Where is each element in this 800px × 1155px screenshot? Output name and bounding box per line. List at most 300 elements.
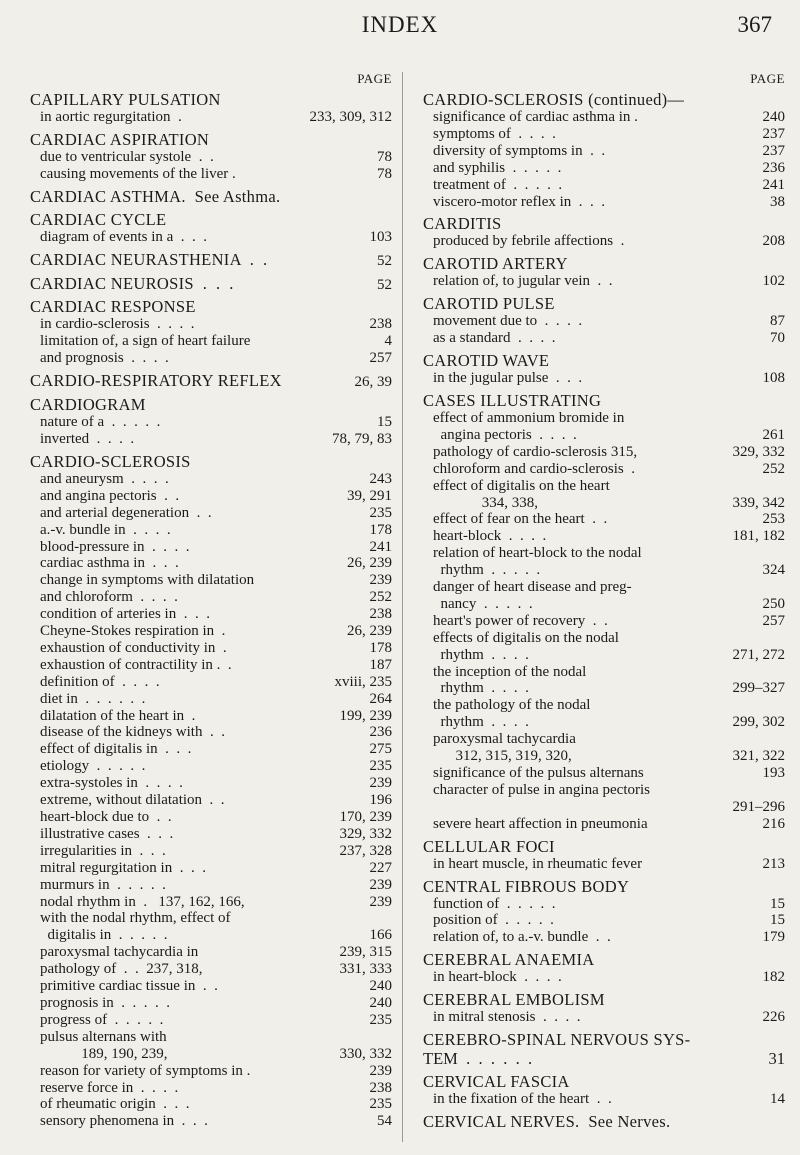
subentry-row [30, 758, 392, 775]
page-reference: 253 [762, 511, 785, 528]
subentry-row [30, 589, 392, 606]
subentry-row [30, 809, 392, 826]
page-reference: 324 [762, 562, 785, 579]
page-reference: 226 [762, 1009, 785, 1026]
page-column-label: PAGE [750, 71, 785, 86]
page-reference: 4 [384, 333, 392, 350]
subentry-row [423, 765, 785, 782]
subentry-text: severe heart affection in pneumonia [433, 815, 648, 832]
subentry-row [30, 539, 392, 556]
entry-heading: CARDIAC ASPIRATION [30, 129, 210, 149]
subentry-text: causing movements of the liver . [40, 165, 236, 182]
subentry-row [30, 1012, 392, 1029]
page-reference: 78, 79, 83 [332, 430, 392, 447]
index-entry [30, 250, 392, 270]
subentry-text: reserve force in . . . . [40, 1079, 179, 1096]
subentry-row [423, 126, 785, 143]
subentry-text: of rheumatic origin . . . [40, 1096, 190, 1113]
subentry-row [30, 657, 392, 674]
subentry-row [423, 664, 785, 681]
page-reference: 15 [377, 414, 392, 431]
page-reference: 70 [770, 330, 785, 347]
page-reference: 208 [762, 233, 785, 250]
subentry-row [30, 910, 392, 927]
subentry-text: nodal rhythm in . 137, 162, 166, [40, 893, 245, 910]
subentry-text: diversity of symptoms in . . [433, 142, 606, 159]
subentry-row [30, 860, 392, 877]
subentry-row [423, 680, 785, 697]
subentry-row [30, 333, 392, 350]
subentry-row [423, 782, 785, 799]
subentry-row [423, 579, 785, 596]
subentry-text: in the fixation of the heart . . [433, 1091, 612, 1108]
index-entry [30, 371, 392, 391]
page-reference: 26, 239 [347, 555, 392, 572]
subentry-text: due to ventricular systole . . [40, 148, 214, 165]
subentry-row [423, 1009, 785, 1026]
subentry-text: TEM . . . . . . [423, 1049, 533, 1069]
index-entry [30, 452, 392, 1130]
subentry-row [30, 606, 392, 623]
subentry-row [30, 623, 392, 640]
page-reference: 178 [369, 521, 392, 538]
entry-heading-row [30, 274, 392, 294]
subentry-row [423, 370, 785, 387]
page-reference: 321, 322 [732, 748, 785, 765]
page-reference: 239 [369, 1062, 392, 1079]
page-reference: 329, 332 [339, 825, 392, 842]
page-reference: 237 [762, 125, 785, 142]
index-entry [423, 1030, 785, 1068]
subentry-row [30, 229, 392, 246]
subentry-text: exhaustion of conductivity in . [40, 639, 227, 656]
page-reference: 182 [762, 969, 785, 986]
subentry-text: illustrative cases . . . [40, 825, 174, 842]
subentry-row [423, 233, 785, 250]
subentry-text: diet in . . . . . . [40, 690, 146, 707]
subentry-row [423, 528, 785, 545]
index-entry [30, 187, 392, 206]
entry-heading: CARDIAC NEURASTHENIA . . [30, 249, 268, 269]
subentry-row [30, 775, 392, 792]
subentry-text: paroxysmal tachycardia [433, 731, 576, 748]
entry-heading: CARDIAC CYCLE [30, 209, 167, 229]
subentry-row [423, 969, 785, 986]
subentry-text: and aneurysm . . . . [40, 470, 169, 487]
subentry-row [30, 1046, 392, 1063]
subentry-text: reason for variety of symptoms in . [40, 1062, 251, 1079]
page-reference: 239 [369, 893, 392, 910]
subentry-row [30, 826, 392, 843]
running-head: INDEX [361, 12, 439, 37]
column-divider [402, 72, 403, 1142]
subentry-row [423, 1091, 785, 1108]
subentry-text: produced by febrile affections . [433, 233, 625, 250]
subentry-row [423, 714, 785, 731]
subentry-text: the pathology of the nodal [433, 697, 591, 714]
index-column-left [30, 72, 392, 1130]
subentry-text: effect of ammonium bromide in [433, 409, 625, 426]
entry-heading: CENTRAL FIBROUS BODY [423, 876, 630, 896]
subentry-text: position of . . . . . [433, 912, 554, 929]
entry-heading: CAROTID ARTERY [423, 254, 568, 274]
subentry-text: and angina pectoris . . [40, 487, 180, 504]
subentry-text: definition of . . . . [40, 673, 160, 690]
subentry-row [423, 697, 785, 714]
page-reference: 239, 315 [339, 944, 392, 961]
subentry-text: 334, 338, [433, 494, 538, 511]
subentry-text: and syphilis . . . . . [433, 159, 562, 176]
subentry-text: rhythm . . . . . [433, 562, 541, 579]
index-entry [423, 351, 785, 387]
page-reference: 257 [369, 350, 392, 367]
index-entry [30, 297, 392, 367]
subentry-text: irregularities in . . . [40, 842, 166, 859]
page-reference: 235 [369, 1096, 392, 1113]
entry-heading: CAPILLARY PULSATION [30, 90, 221, 109]
entry-heading: CARDIO-SCLEROSIS (continued)— [423, 90, 685, 109]
page-reference: 78 [377, 148, 392, 165]
subentry-text: relation of, to jugular vein . . [433, 273, 613, 290]
subentry-row [423, 313, 785, 330]
entry-heading: CARDIAC NEUROSIS . . . [30, 273, 234, 293]
subentry-row [30, 708, 392, 725]
subentry-row [423, 912, 785, 929]
subentry-text: change in symptoms with dilatation [40, 572, 255, 589]
subentry-text: in aortic regurgitation . [40, 109, 182, 125]
page-column-label: PAGE [357, 71, 392, 86]
subentry-row [30, 944, 392, 961]
index-entry [423, 90, 785, 210]
subentry-row [30, 488, 392, 505]
subentry-row [423, 478, 785, 495]
subentry-row [30, 471, 392, 488]
page-reference: 239 [369, 775, 392, 792]
page-reference: 240 [762, 109, 785, 125]
entry-heading: CARDIOGRAM [30, 395, 146, 415]
subentry-row [423, 461, 785, 478]
entry-heading: CEREBRO-SPINAL NERVOUS SYS- [423, 1030, 691, 1050]
subentry-row [423, 194, 785, 211]
entry-heading: CAROTID WAVE [423, 351, 550, 371]
subentry-text: cardiac asthma in . . . [40, 555, 179, 572]
subentry-text: in cardio-sclerosis . . . . [40, 316, 195, 333]
page-reference: 87 [770, 313, 785, 330]
entry-heading: CASES ILLUSTRATING [423, 390, 602, 410]
subentry-row [30, 1063, 392, 1080]
subentry-text: murmurs in . . . . . [40, 876, 166, 893]
subentry-text: as a standard . . . . [433, 330, 556, 347]
page-reference: 264 [369, 690, 392, 707]
subentry-row [423, 109, 785, 126]
subentry-text: rhythm . . . . [433, 646, 529, 663]
page-reference: 102 [762, 273, 785, 290]
subentry-text: sensory phenomena in . . . [40, 1113, 208, 1130]
subentry-text: heart-block . . . . [433, 528, 547, 545]
page-reference: 240 [369, 994, 392, 1011]
subentry-row [423, 816, 785, 833]
subentry-text: extreme, without dilatation . . [40, 792, 225, 809]
page-reference: 187 [369, 656, 392, 673]
subentry-text: and chloroform . . . . [40, 589, 178, 606]
subentry-row [423, 177, 785, 194]
page-reference: 239 [369, 572, 392, 589]
index-entry [423, 214, 785, 250]
entry-heading: CARDIO-RESPIRATORY REFLEX [30, 371, 282, 391]
subentry-text: effect of digitalis in . . . [40, 741, 192, 758]
page-reference: 213 [762, 855, 785, 872]
subentry-row [30, 995, 392, 1012]
subentry-text: effect of digitalis on the heart [433, 477, 610, 494]
subentry-text: paroxysmal tachycardia in [40, 944, 199, 961]
subentry-text: diagram of events in a . . . [40, 228, 208, 245]
subentry-row [423, 143, 785, 160]
subentry-row [30, 741, 392, 758]
index-entry [423, 294, 785, 347]
subentry-text: pathology of . . 237, 318, [40, 961, 203, 978]
subentry-row [30, 1080, 392, 1097]
subentry-row [423, 427, 785, 444]
index-entry [423, 391, 785, 833]
subentry-text: progress of . . . . . [40, 1011, 164, 1028]
subentry-row [423, 160, 785, 177]
page-reference: 330, 332 [339, 1045, 392, 1062]
subentry-text: in heart muscle, in rheumatic fever [433, 855, 643, 872]
page-reference: 103 [369, 228, 392, 245]
subentry-text: 189, 190, 239, [40, 1045, 168, 1062]
page-reference: 52 [377, 252, 392, 269]
subentry-text: significance of the pulsus alternans [433, 765, 644, 781]
page-reference: 238 [369, 316, 392, 333]
subentry-row [30, 555, 392, 572]
entry-heading: CARDIAC ASTHMA. See Asthma. [30, 186, 281, 206]
subentry-row [423, 1049, 785, 1068]
entry-heading: CARDIAC RESPONSE [30, 297, 196, 317]
subentry-row [423, 856, 785, 873]
page-reference: 179 [762, 929, 785, 946]
subentry-text: pathology of cardio-sclerosis 315, [433, 443, 638, 460]
subentry-row [423, 562, 785, 579]
subentry-text: Cheyne-Stokes respiration in . [40, 623, 226, 640]
page-reference: 170, 239 [339, 809, 392, 825]
subentry-row [423, 511, 785, 528]
subentry-text: heart-block due to . . [40, 809, 172, 825]
subentry-text: rhythm . . . . [433, 680, 529, 697]
subentry-row [30, 149, 392, 166]
subentry-text: and prognosis . . . . [40, 350, 169, 367]
subentry-row [30, 877, 392, 894]
subentry-row [30, 505, 392, 522]
subentry-row [30, 1113, 392, 1130]
index-entry [423, 1072, 785, 1108]
subentry-row [30, 978, 392, 995]
subentry-text: mitral regurgitation in . . . [40, 859, 206, 876]
subentry-row [30, 724, 392, 741]
subentry-row [423, 410, 785, 427]
subentry-text: prognosis in . . . . . [40, 994, 171, 1011]
subentry-row [30, 431, 392, 448]
index-entry [30, 130, 392, 183]
entry-heading: CELLULAR FOCI [423, 836, 555, 856]
subentry-text: symptoms of . . . . [433, 125, 556, 142]
subentry-text: digitalis in . . . . . [40, 927, 168, 944]
page-reference: 237 [762, 142, 785, 159]
subentry-text: relation of, to a.-v. bundle . . [433, 929, 611, 946]
subentry-text: rhythm . . . . [433, 714, 529, 731]
subentry-row [423, 613, 785, 630]
page-number: 367 [737, 12, 772, 37]
page-reference: 166 [369, 927, 392, 944]
entry-heading: CERVICAL FASCIA [423, 1072, 570, 1092]
index-entry [423, 990, 785, 1026]
subentry-text: effects of digitalis on the nodal [433, 629, 619, 646]
entry-heading: CARDITIS [423, 214, 502, 234]
subentry-text: heart's power of recovery . . [433, 612, 608, 629]
index-entry [423, 837, 785, 873]
page-reference: 238 [369, 1079, 392, 1096]
page-reference: 15 [770, 895, 785, 912]
page-reference: 54 [377, 1113, 392, 1130]
entry-heading: CEREBRAL ANAEMIA [423, 950, 595, 970]
page-reference: 299, 302 [732, 714, 785, 731]
subentry-text: angina pectoris . . . . [433, 426, 577, 443]
index-entry [423, 877, 785, 947]
subentry-row [423, 896, 785, 913]
page-reference: 108 [762, 370, 785, 387]
subentry-row [30, 522, 392, 539]
subentry-row [30, 640, 392, 657]
index-entry [423, 950, 785, 986]
subentry-row [30, 843, 392, 860]
subentry-text: primitive cardiac tissue in . . [40, 978, 218, 995]
page-reference: xviii, 235 [334, 673, 392, 690]
subentry-text: blood-pressure in . . . . [40, 538, 190, 555]
subentry-text: danger of heart disease and preg- [433, 579, 632, 596]
subentry-text: in mitral stenosis . . . . [433, 1009, 581, 1026]
subentry-text: limitation of, a sign of heart failure [40, 333, 251, 350]
subentry-text: exhaustion of contractility in . . [40, 656, 232, 673]
index-column-right [423, 72, 785, 1131]
page-reference: 236 [762, 159, 785, 176]
subentry-row [30, 961, 392, 978]
subentry-text: in heart-block . . . . [433, 969, 562, 986]
subentry-text: viscero-motor reflex in . . . [433, 193, 606, 210]
index-entry [423, 254, 785, 290]
subentry-text: extra-systoles in . . . . [40, 775, 183, 792]
subentry-row [423, 330, 785, 347]
subentry-row [30, 894, 392, 911]
subentry-text: function of . . . . . [433, 895, 556, 912]
page-reference: 261 [762, 426, 785, 443]
page-reference: 216 [762, 815, 785, 832]
page-reference: 331, 333 [339, 961, 392, 978]
page-reference: 291–296 [732, 798, 785, 815]
entry-heading: CEREBRAL EMBOLISM [423, 990, 605, 1010]
page-reference: 196 [369, 792, 392, 809]
subentry-row [423, 647, 785, 664]
subentry-text: movement due to . . . . [433, 313, 583, 330]
page-reference: 38 [770, 193, 785, 210]
page-reference: 275 [369, 741, 392, 758]
entry-heading: CAROTID PULSE [423, 294, 555, 314]
subentry-row [30, 414, 392, 431]
page-reference: 31 [768, 1049, 785, 1069]
subentry-row [30, 1096, 392, 1113]
page-reference: 241 [369, 538, 392, 555]
subentry-row [30, 691, 392, 708]
page-reference: 235 [369, 1011, 392, 1028]
subentry-row [423, 596, 785, 613]
subentry-text: treatment of . . . . . [433, 176, 563, 193]
page-reference: 233, 309, 312 [309, 109, 392, 125]
subentry-row [423, 630, 785, 647]
page-reference: 178 [369, 639, 392, 656]
page-reference: 271, 272 [732, 646, 785, 663]
subentry-text: pulsus alternans with [40, 1028, 167, 1045]
subentry-row [30, 927, 392, 944]
subentry-text: nancy . . . . . [433, 595, 533, 612]
page-reference: 52 [377, 276, 392, 293]
subentry-row [30, 166, 392, 183]
subentry-row [423, 273, 785, 290]
subentry-text: with the nodal rhythm, effect of [40, 910, 231, 927]
entry-heading: CERVICAL NERVES. See Nerves. [423, 1111, 671, 1131]
subentry-text: effect of fear on the heart . . [433, 511, 608, 528]
subentry-text: and arterial degeneration . . [40, 504, 212, 521]
page-reference: 181, 182 [732, 528, 785, 545]
page-reference: 239 [369, 876, 392, 893]
subentry-row [30, 572, 392, 589]
subentry-text: inverted . . . . [40, 430, 135, 447]
subentry-text: etiology . . . . . [40, 758, 146, 775]
page-reference: 199, 239 [339, 707, 392, 724]
index-entry [30, 274, 392, 294]
entry-heading: CARDIO-SCLEROSIS [30, 451, 191, 471]
page-reference: 235 [369, 504, 392, 521]
subentry-row [423, 545, 785, 562]
page-reference: 193 [762, 765, 785, 781]
subentry-text: the inception of the nodal [433, 663, 587, 680]
index-entry [30, 395, 392, 448]
index-entry [30, 210, 392, 246]
subentry-row [423, 731, 785, 748]
page-reference: 78 [377, 165, 392, 182]
entry-heading-row [30, 250, 392, 270]
subentry-text: disease of the kidneys with . . [40, 724, 225, 741]
subentry-row [423, 799, 785, 816]
subentry-row [30, 792, 392, 809]
page-reference: 252 [369, 589, 392, 606]
entry-heading-row [30, 371, 392, 391]
page-reference: 240 [369, 978, 392, 995]
page-reference: 237, 328 [339, 842, 392, 859]
subentry-row [423, 444, 785, 461]
subentry-text: 312, 315, 319, 320, [433, 748, 572, 765]
index-entry [30, 90, 392, 126]
page-reference: 329, 332 [732, 443, 785, 460]
page-reference: 235 [369, 758, 392, 775]
page-reference: 236 [369, 724, 392, 741]
subentry-row [30, 350, 392, 367]
subentry-text: condition of arteries in . . . [40, 606, 210, 623]
page-reference: 14 [770, 1091, 785, 1108]
subentry-row [30, 1029, 392, 1046]
subentry-row [30, 674, 392, 691]
subentry-text: a.-v. bundle in . . . . [40, 521, 171, 538]
subentry-text: in the jugular pulse . . . [433, 370, 583, 387]
page-reference: 299–327 [732, 680, 785, 697]
index-entry [423, 1112, 785, 1131]
